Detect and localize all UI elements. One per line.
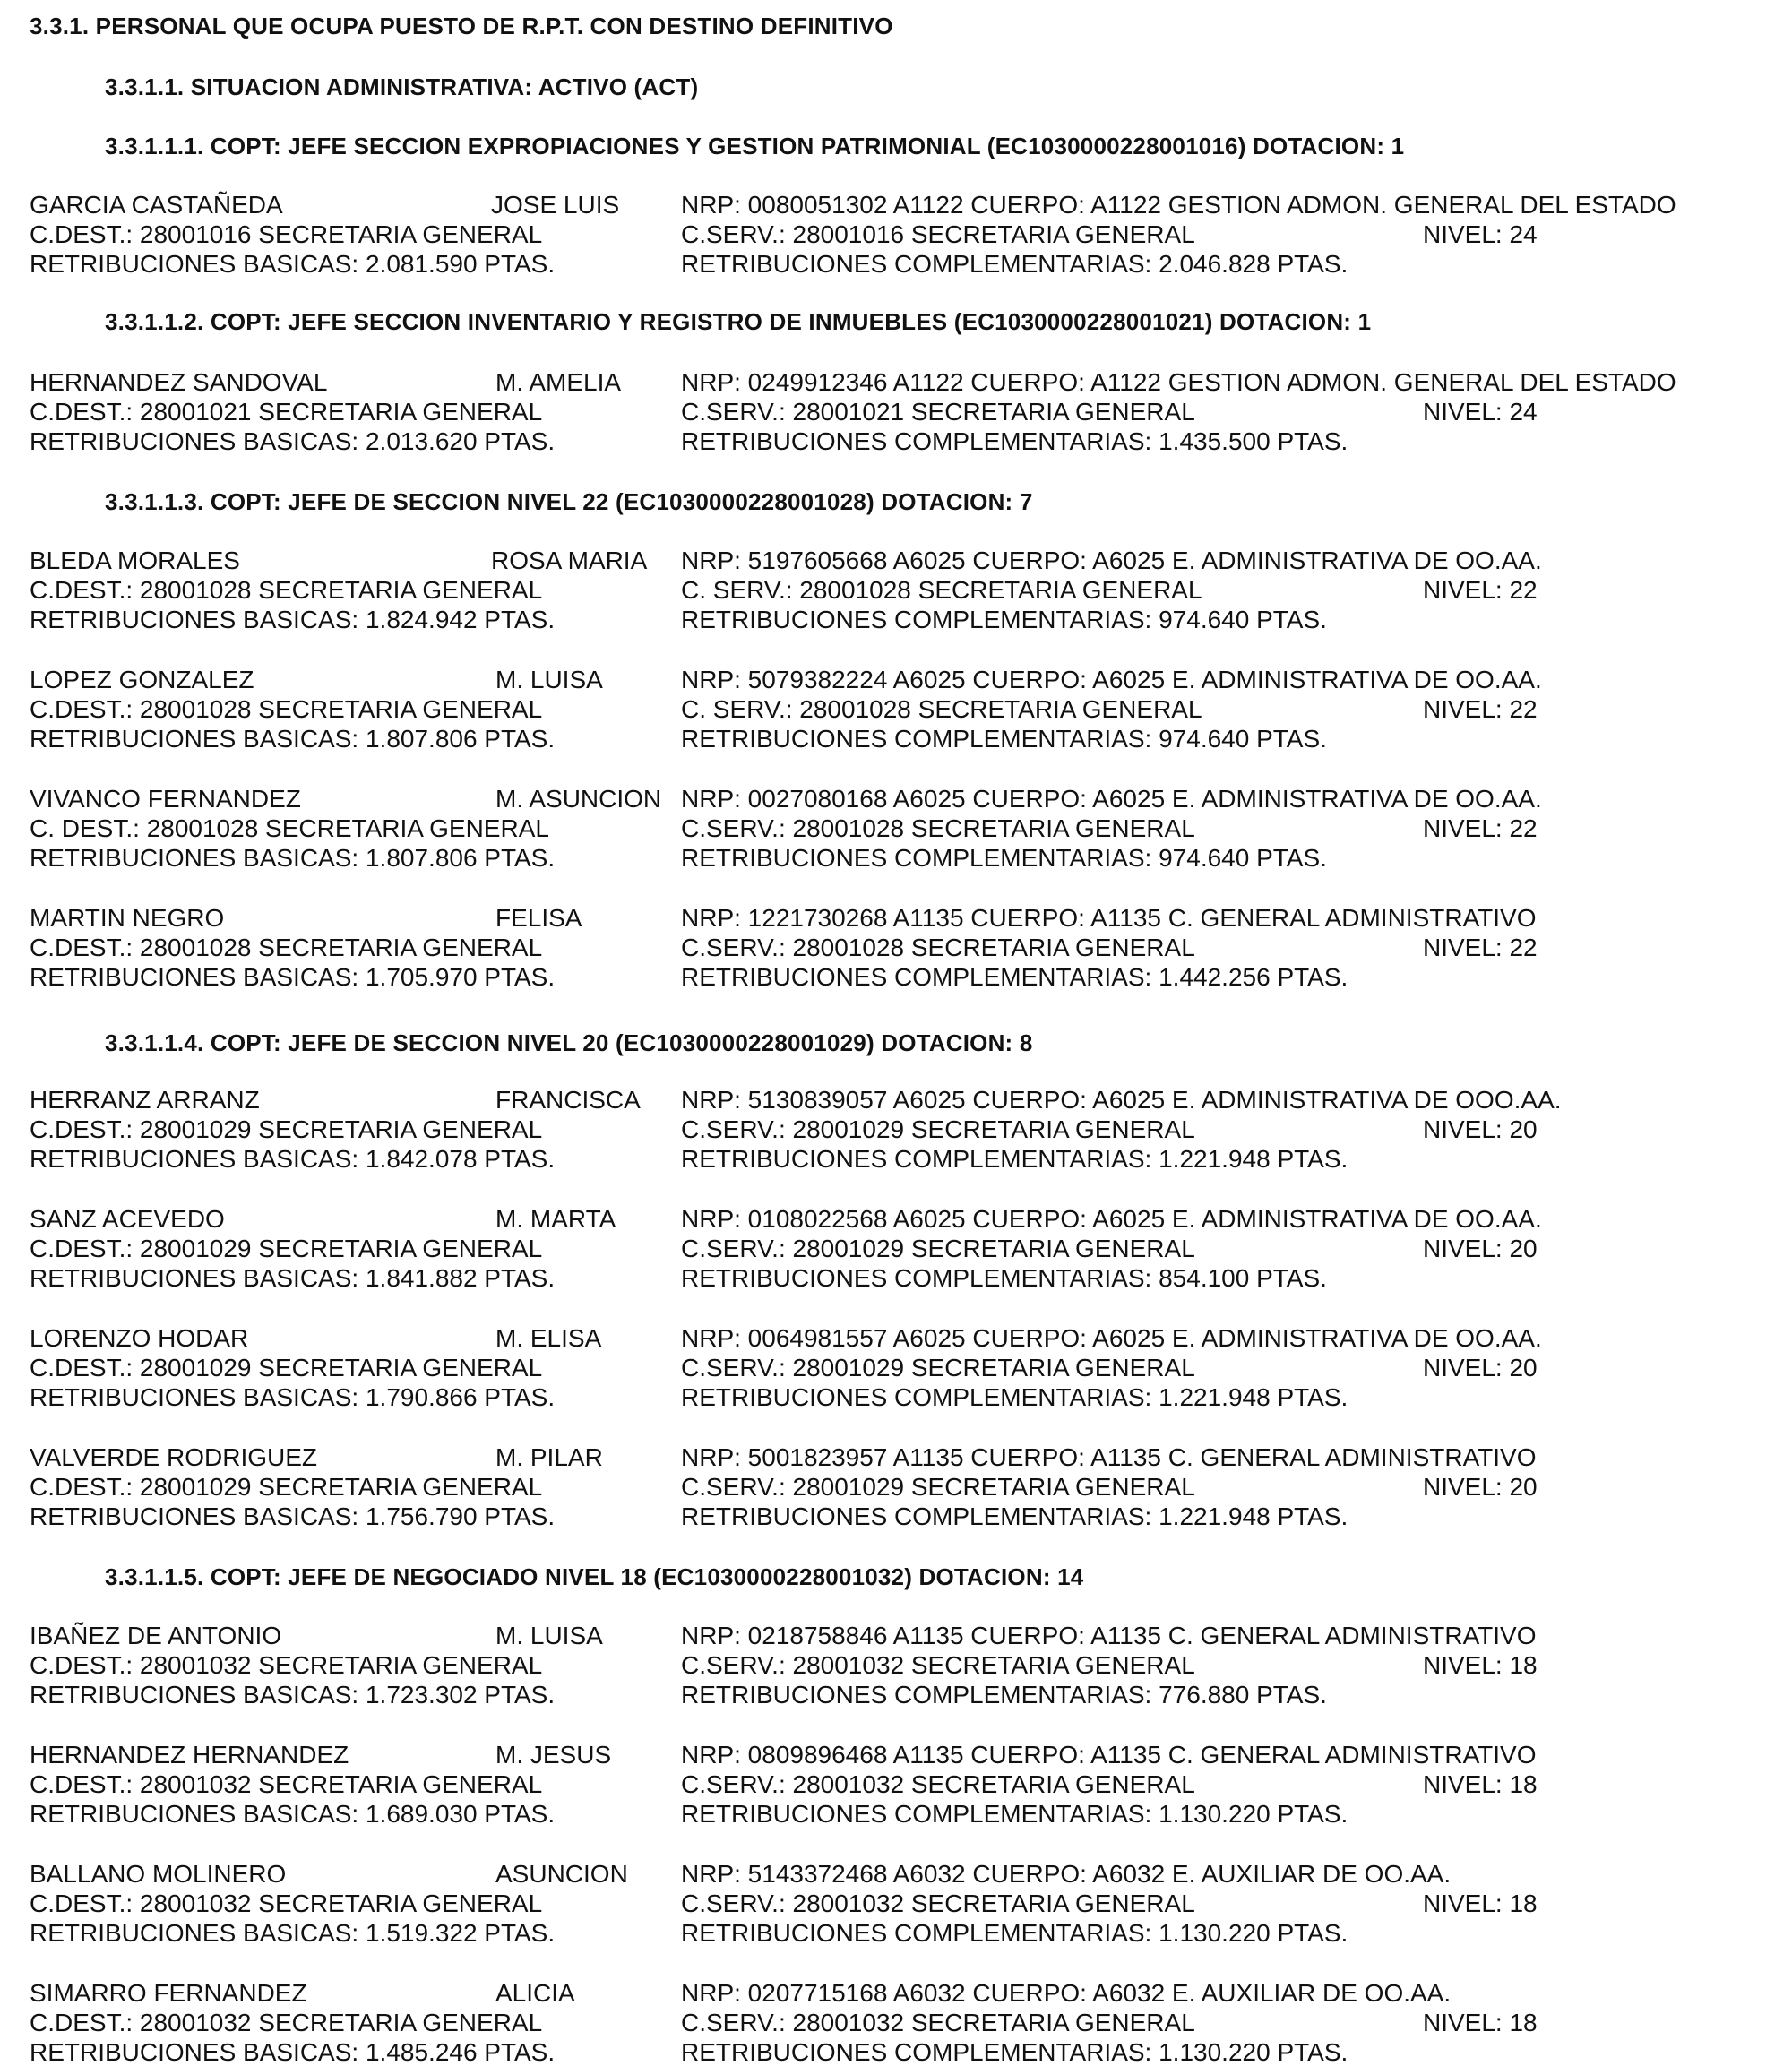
employee-complementary-pay: RETRIBUCIONES COMPLEMENTARIAS: 974.640 PTAS. — [681, 725, 1327, 753]
employee-level: NIVEL: 22 — [1423, 695, 1538, 723]
employee-destination: C.DEST.: 28001029 SECRETARIA GENERAL — [30, 1235, 543, 1262]
employee-destination: C.DEST.: 28001032 SECRETARIA GENERAL — [30, 1770, 543, 1798]
situation-heading: 3.3.1.1. SITUACION ADMINISTRATIVA: ACTIVO (ACT) — [105, 73, 699, 100]
employee-surname: VIVANCO FERNANDEZ — [30, 785, 301, 813]
employee-complementary-pay: RETRIBUCIONES COMPLEMENTARIAS: 1.442.256 PTAS. — [681, 963, 1348, 991]
employee-level: NIVEL: 18 — [1423, 1651, 1538, 1679]
employee-surname: SANZ ACEVEDO — [30, 1205, 225, 1233]
employee-given-name: M. PILAR — [495, 1443, 603, 1471]
employee-basic-pay: RETRIBUCIONES BASICAS: 1.841.882 PTAS. — [30, 1264, 556, 1292]
employee-service: C. SERV.: 28001028 SECRETARIA GENERAL — [681, 695, 1202, 723]
employee-service: C.SERV.: 28001028 SECRETARIA GENERAL — [681, 814, 1195, 842]
employee-nrp-line: NRP: 0249912346 A1122 CUERPO: A1122 GESTION ADMON. GENERAL DEL ESTADO — [681, 368, 1676, 396]
employee-basic-pay: RETRIBUCIONES BASICAS: 1.519.322 PTAS. — [30, 1919, 556, 1947]
employee-basic-pay: RETRIBUCIONES BASICAS: 1.705.970 PTAS. — [30, 963, 556, 991]
employee-destination: C.DEST.: 28001032 SECRETARIA GENERAL — [30, 1651, 543, 1679]
employee-surname: HERNANDEZ HERNANDEZ — [30, 1741, 349, 1769]
section-heading: 3.3.1.1.1. COPT: JEFE SECCION EXPROPIACIONES Y GESTION PATRIMONIAL (EC1030000228001016) DOTACION: 1 — [105, 133, 1405, 159]
employee-destination: C.DEST.: 28001028 SECRETARIA GENERAL — [30, 695, 543, 723]
employee-given-name: FRANCISCA — [495, 1086, 641, 1114]
employee-surname: HERNANDEZ SANDOVAL — [30, 368, 328, 396]
employee-nrp-line: NRP: 5130839057 A6025 CUERPO: A6025 E. ADMINISTRATIVA DE OOO.AA. — [681, 1086, 1562, 1114]
employee-given-name: M. JESUS — [495, 1741, 612, 1769]
employee-nrp-line: NRP: 0218758846 A1135 CUERPO: A1135 C. GENERAL ADMINISTRATIVO — [681, 1622, 1537, 1649]
employee-given-name: M. ASUNCION — [495, 785, 662, 813]
employee-basic-pay: RETRIBUCIONES BASICAS: 2.013.620 PTAS. — [30, 427, 556, 455]
employee-service: C.SERV.: 28001029 SECRETARIA GENERAL — [681, 1235, 1195, 1262]
employee-nrp-line: NRP: 5143372468 A6032 CUERPO: A6032 E. AUXILIAR DE OO.AA. — [681, 1860, 1452, 1888]
employee-given-name: ASUNCION — [495, 1860, 628, 1888]
section-heading: 3.3.1.1.4. COPT: JEFE DE SECCION NIVEL 20 (EC1030000228001029) DOTACION: 8 — [105, 1029, 1033, 1056]
employee-surname: MARTIN NEGRO — [30, 904, 225, 932]
employee-nrp-line: NRP: 0064981557 A6025 CUERPO: A6025 E. ADMINISTRATIVA DE OO.AA. — [681, 1324, 1542, 1352]
employee-complementary-pay: RETRIBUCIONES COMPLEMENTARIAS: 974.640 PTAS. — [681, 606, 1327, 633]
employee-nrp-line: NRP: 5197605668 A6025 CUERPO: A6025 E. ADMINISTRATIVA DE OO.AA. — [681, 547, 1542, 574]
employee-basic-pay: RETRIBUCIONES BASICAS: 1.807.806 PTAS. — [30, 844, 556, 872]
employee-complementary-pay: RETRIBUCIONES COMPLEMENTARIAS: 854.100 PTAS. — [681, 1264, 1327, 1292]
employee-given-name: FELISA — [495, 904, 582, 932]
employee-service: C.SERV.: 28001016 SECRETARIA GENERAL — [681, 220, 1195, 248]
employee-service: C.SERV.: 28001032 SECRETARIA GENERAL — [681, 1651, 1195, 1679]
employee-nrp-line: NRP: 0809896468 A1135 CUERPO: A1135 C. GENERAL ADMINISTRATIVO — [681, 1741, 1537, 1769]
employee-basic-pay: RETRIBUCIONES BASICAS: 1.485.246 PTAS. — [30, 2038, 556, 2066]
employee-complementary-pay: RETRIBUCIONES COMPLEMENTARIAS: 1.130.220 PTAS. — [681, 1919, 1348, 1947]
employee-complementary-pay: RETRIBUCIONES COMPLEMENTARIAS: 1.221.948 PTAS. — [681, 1145, 1348, 1173]
employee-nrp-line: NRP: 5079382224 A6025 CUERPO: A6025 E. ADMINISTRATIVA DE OO.AA. — [681, 666, 1542, 693]
employee-complementary-pay: RETRIBUCIONES COMPLEMENTARIAS: 1.130.220 PTAS. — [681, 1800, 1348, 1828]
employee-level: NIVEL: 18 — [1423, 1890, 1538, 1917]
employee-service: C.SERV.: 28001029 SECRETARIA GENERAL — [681, 1115, 1195, 1143]
employee-complementary-pay: RETRIBUCIONES COMPLEMENTARIAS: 1.221.948 PTAS. — [681, 1383, 1348, 1411]
employee-service: C.SERV.: 28001029 SECRETARIA GENERAL — [681, 1473, 1195, 1501]
employee-given-name: M. AMELIA — [495, 368, 622, 396]
employee-nrp-line: NRP: 5001823957 A1135 CUERPO: A1135 C. GENERAL ADMINISTRATIVO — [681, 1443, 1537, 1471]
employee-destination: C.DEST.: 28001032 SECRETARIA GENERAL — [30, 2009, 543, 2036]
document-title: 3.3.1. PERSONAL QUE OCUPA PUESTO DE R.P.T. CON DESTINO DEFINITIVO — [30, 13, 893, 39]
section-heading: 3.3.1.1.5. COPT: JEFE DE NEGOCIADO NIVEL 18 (EC1030000228001032) DOTACION: 14 — [105, 1563, 1084, 1590]
employee-destination: C.DEST.: 28001021 SECRETARIA GENERAL — [30, 398, 543, 426]
employee-basic-pay: RETRIBUCIONES BASICAS: 1.756.790 PTAS. — [30, 1502, 556, 1530]
section-heading: 3.3.1.1.2. COPT: JEFE SECCION INVENTARIO Y REGISTRO DE INMUEBLES (EC1030000228001021) DOTACION: 1 — [105, 308, 1372, 335]
employee-complementary-pay: RETRIBUCIONES COMPLEMENTARIAS: 974.640 PTAS. — [681, 844, 1327, 872]
employee-basic-pay: RETRIBUCIONES BASICAS: 1.790.866 PTAS. — [30, 1383, 556, 1411]
employee-level: NIVEL: 20 — [1423, 1354, 1538, 1382]
employee-level: NIVEL: 20 — [1423, 1235, 1538, 1262]
employee-given-name: ROSA MARIA — [491, 547, 648, 574]
employee-surname: BALLANO MOLINERO — [30, 1860, 287, 1888]
employee-level: NIVEL: 22 — [1423, 576, 1538, 604]
employee-level: NIVEL: 20 — [1423, 1115, 1538, 1143]
employee-complementary-pay: RETRIBUCIONES COMPLEMENTARIAS: 2.046.828 PTAS. — [681, 250, 1348, 278]
employee-level: NIVEL: 22 — [1423, 814, 1538, 842]
employee-complementary-pay: RETRIBUCIONES COMPLEMENTARIAS: 776.880 PTAS. — [681, 1681, 1327, 1709]
employee-destination: C.DEST.: 28001016 SECRETARIA GENERAL — [30, 220, 543, 248]
employee-level: NIVEL: 24 — [1423, 220, 1538, 248]
employee-basic-pay: RETRIBUCIONES BASICAS: 2.081.590 PTAS. — [30, 250, 556, 278]
employee-given-name: M. LUISA — [495, 666, 603, 693]
employee-given-name: JOSE LUIS — [491, 191, 620, 219]
employee-destination: C. DEST.: 28001028 SECRETARIA GENERAL — [30, 814, 549, 842]
employee-basic-pay: RETRIBUCIONES BASICAS: 1.723.302 PTAS. — [30, 1681, 556, 1709]
employee-service: C.SERV.: 28001032 SECRETARIA GENERAL — [681, 1890, 1195, 1917]
employee-given-name: M. MARTA — [495, 1205, 616, 1233]
employee-level: NIVEL: 20 — [1423, 1473, 1538, 1501]
employee-surname: LORENZO HODAR — [30, 1324, 249, 1352]
employee-nrp-line: NRP: 0207715168 A6032 CUERPO: A6032 E. AUXILIAR DE OO.AA. — [681, 1979, 1452, 2007]
employee-service: C.SERV.: 28001029 SECRETARIA GENERAL — [681, 1354, 1195, 1382]
employee-destination: C.DEST.: 28001032 SECRETARIA GENERAL — [30, 1890, 543, 1917]
employee-destination: C.DEST.: 28001029 SECRETARIA GENERAL — [30, 1473, 543, 1501]
employee-surname: HERRANZ ARRANZ — [30, 1086, 260, 1114]
employee-complementary-pay: RETRIBUCIONES COMPLEMENTARIAS: 1.221.948 PTAS. — [681, 1502, 1348, 1530]
employee-destination: C.DEST.: 28001028 SECRETARIA GENERAL — [30, 576, 543, 604]
section-heading: 3.3.1.1.3. COPT: JEFE DE SECCION NIVEL 22 (EC1030000228001028) DOTACION: 7 — [105, 488, 1033, 515]
employee-surname: GARCIA CASTAÑEDA — [30, 191, 283, 219]
employee-service: C.SERV.: 28001028 SECRETARIA GENERAL — [681, 934, 1195, 961]
employee-service: C.SERV.: 28001021 SECRETARIA GENERAL — [681, 398, 1195, 426]
employee-service: C. SERV.: 28001028 SECRETARIA GENERAL — [681, 576, 1202, 604]
employee-complementary-pay: RETRIBUCIONES COMPLEMENTARIAS: 1.130.220 PTAS. — [681, 2038, 1348, 2066]
employee-nrp-line: NRP: 0027080168 A6025 CUERPO: A6025 E. ADMINISTRATIVA DE OO.AA. — [681, 785, 1542, 813]
employee-nrp-line: NRP: 0080051302 A1122 CUERPO: A1122 GESTION ADMON. GENERAL DEL ESTADO — [681, 191, 1676, 219]
employee-level: NIVEL: 18 — [1423, 1770, 1538, 1798]
employee-basic-pay: RETRIBUCIONES BASICAS: 1.824.942 PTAS. — [30, 606, 556, 633]
employee-destination: C.DEST.: 28001029 SECRETARIA GENERAL — [30, 1354, 543, 1382]
employee-level: NIVEL: 24 — [1423, 398, 1538, 426]
employee-surname: BLEDA MORALES — [30, 547, 240, 574]
employee-surname: SIMARRO FERNANDEZ — [30, 1979, 307, 2007]
employee-service: C.SERV.: 28001032 SECRETARIA GENERAL — [681, 2009, 1195, 2036]
employee-basic-pay: RETRIBUCIONES BASICAS: 1.842.078 PTAS. — [30, 1145, 556, 1173]
employee-nrp-line: NRP: 1221730268 A1135 CUERPO: A1135 C. GENERAL ADMINISTRATIVO — [681, 904, 1537, 932]
employee-given-name: ALICIA — [495, 1979, 575, 2007]
employee-surname: IBAÑEZ DE ANTONIO — [30, 1622, 282, 1649]
employee-level: NIVEL: 22 — [1423, 934, 1538, 961]
employee-nrp-line: NRP: 0108022568 A6025 CUERPO: A6025 E. ADMINISTRATIVA DE OO.AA. — [681, 1205, 1542, 1233]
employee-given-name: M. ELISA — [495, 1324, 602, 1352]
employee-complementary-pay: RETRIBUCIONES COMPLEMENTARIAS: 1.435.500 PTAS. — [681, 427, 1348, 455]
employee-surname: LOPEZ GONZALEZ — [30, 666, 254, 693]
employee-surname: VALVERDE RODRIGUEZ — [30, 1443, 318, 1471]
employee-given-name: M. LUISA — [495, 1622, 603, 1649]
employee-service: C.SERV.: 28001032 SECRETARIA GENERAL — [681, 1770, 1195, 1798]
employee-basic-pay: RETRIBUCIONES BASICAS: 1.807.806 PTAS. — [30, 725, 556, 753]
employee-level: NIVEL: 18 — [1423, 2009, 1538, 2036]
employee-destination: C.DEST.: 28001028 SECRETARIA GENERAL — [30, 934, 543, 961]
employee-destination: C.DEST.: 28001029 SECRETARIA GENERAL — [30, 1115, 543, 1143]
employee-basic-pay: RETRIBUCIONES BASICAS: 1.689.030 PTAS. — [30, 1800, 556, 1828]
